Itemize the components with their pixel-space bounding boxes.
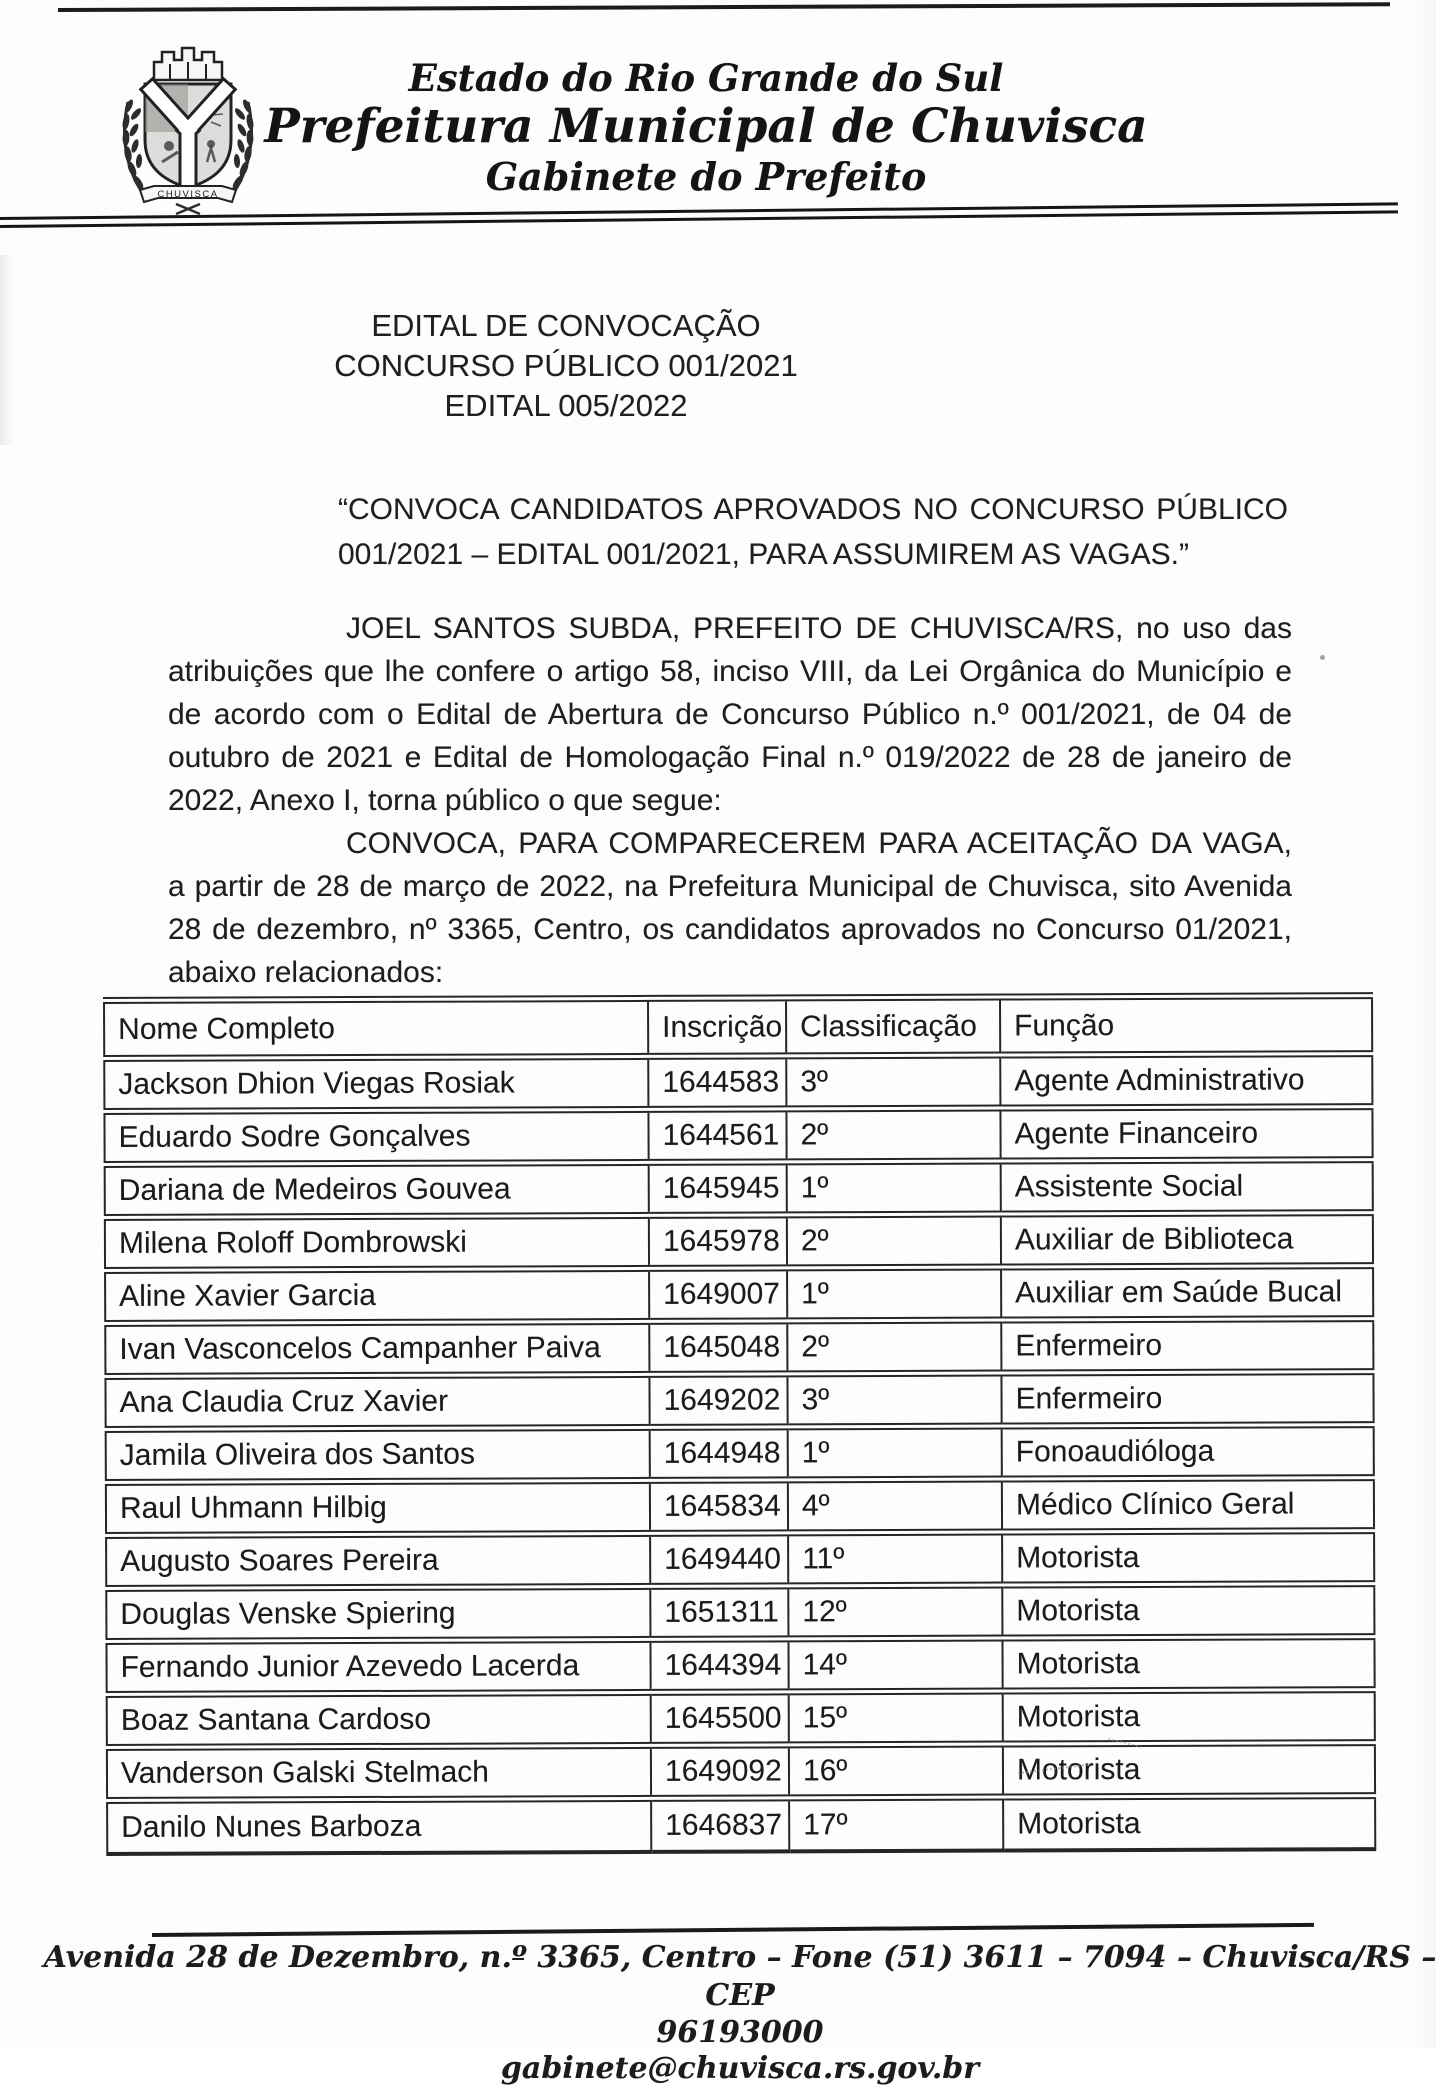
table-row (107, 1690, 1375, 1748)
cell-classificacao: 3º (787, 1373, 1001, 1427)
cell-nome-completo: Raul Uhmann Hilbig (106, 1480, 650, 1535)
cell-nome-completo: Milena Roloff Dombrowski (105, 1215, 649, 1270)
cell-classificacao: 2º (786, 1108, 1000, 1162)
cell-classificacao: 3º (786, 1055, 1000, 1109)
cell-nome-completo: Dariana de Medeiros Gouvea (105, 1162, 649, 1217)
cell-funcao: Motorista (1003, 1690, 1375, 1744)
table-row (106, 1637, 1374, 1695)
column-header-funcao: Função (1000, 996, 1372, 1055)
footer-email: gabinete@chuvisca.rs.gov.br (500, 2051, 980, 2086)
cell-classificacao: 14º (788, 1638, 1002, 1692)
cell-classificacao: 4º (788, 1479, 1002, 1533)
cell-classificacao: 16º (789, 1744, 1003, 1798)
cell-nome-completo: Augusto Soares Pereira (106, 1533, 650, 1588)
cell-inscricao: 1649092 (651, 1745, 789, 1799)
body-paragraph-1: JOEL SANTOS SUBDA, PREFEITO DE CHUVISCA/RS, no uso das atribuições que lhe confere o artigo 58, inciso VIII, da Lei Orgânica do Município e de acordo com o Edital de Abertura de Concurso Público n.º 001/2021, de 04 de outubro de 2021 e Edital de Homologação Final n.º 019/2022 de 28 de janeiro de 2022, Anexo I, torna público o que segue: (168, 612, 1292, 817)
table-row (105, 1160, 1373, 1218)
cell-inscricao: 1645945 (649, 1162, 787, 1216)
column-header-classificacao: Classificação (786, 997, 1000, 1056)
table-row (105, 1266, 1373, 1324)
table-row (105, 1213, 1373, 1271)
table-row (104, 1107, 1372, 1165)
column-header-inscricao: Inscrição (648, 998, 786, 1057)
table-header-row (104, 996, 1372, 1059)
cell-inscricao: 1645048 (649, 1321, 787, 1375)
footer (30, 1939, 1450, 2087)
convocation-table-head (104, 996, 1372, 1059)
cell-funcao: Motorista (1002, 1584, 1374, 1638)
body-paragraph-2: CONVOCA, PARA COMPARECEREM PARA ACEITAÇÃO DA VAGA, a partir de 28 de março de 2022, na Prefeitura Municipal de Chuvisca, sito Avenida 28 de dezembro, nº 3365, Centro, os candidatos aprovados no Concurso 01/2021, abaixo relacionados: (168, 827, 1292, 989)
cell-classificacao: 2º (787, 1320, 1001, 1374)
cell-inscricao: 1645500 (651, 1692, 789, 1746)
cell-nome-completo: Vanderson Galski Stelmach (107, 1745, 651, 1800)
cell-funcao: Fonoaudióloga (1002, 1425, 1374, 1479)
document-title (0, 306, 1132, 426)
cell-funcao: Auxiliar de Biblioteca (1001, 1213, 1373, 1267)
cell-nome-completo: Jackson Dhion Viegas Rosiak (104, 1056, 648, 1111)
cell-funcao: Auxiliar em Saúde Bucal (1001, 1266, 1373, 1320)
cell-nome-completo: Ana Claudia Cruz Xavier (105, 1374, 649, 1429)
cell-nome-completo: Boaz Santana Cardoso (107, 1692, 651, 1747)
convocation-quote: “CONVOCA CANDIDATOS APROVADOS NO CONCURSO PÚBLICO 001/2021 – EDITAL 001/2021, PARA ASSUMIREM AS VAGAS.” (338, 493, 1288, 571)
cell-nome-completo: Jamila Oliveira dos Santos (106, 1427, 650, 1482)
cell-inscricao: 1649202 (649, 1374, 787, 1428)
table-row (107, 1743, 1375, 1801)
cell-funcao: Assistente Social (1001, 1160, 1373, 1214)
letterhead-municipality: Prefeitura Municipal de Chuvisca (264, 99, 1148, 154)
cell-funcao: Motorista (1002, 1637, 1374, 1691)
cell-inscricao: 1644583 (648, 1056, 786, 1110)
table-row (106, 1584, 1374, 1642)
cell-inscricao: 1644394 (650, 1639, 788, 1693)
title-line-numero: EDITAL 005/2022 (444, 388, 688, 423)
convocation-table-body (104, 1054, 1375, 1854)
scan-speck (1320, 655, 1325, 660)
scan-top-edge-line (58, 2, 1390, 12)
table-row (107, 1796, 1375, 1854)
cell-funcao: Enfermeiro (1001, 1372, 1373, 1426)
cell-funcao: Agente Administrativo (1000, 1054, 1372, 1108)
cell-funcao: Motorista (1003, 1796, 1375, 1850)
cell-inscricao: 1651311 (650, 1586, 788, 1640)
cell-inscricao: 1645978 (649, 1215, 787, 1269)
cell-classificacao: 15º (789, 1691, 1003, 1745)
table-row (105, 1319, 1373, 1377)
table-row (106, 1531, 1374, 1589)
convocation-table (103, 992, 1376, 1855)
title-line-edital: EDITAL DE CONVOCAÇÃO (371, 308, 761, 343)
cell-classificacao: 17º (789, 1797, 1003, 1851)
letterhead (0, 56, 1412, 200)
title-line-concurso: CONCURSO PÚBLICO 001/2021 (334, 348, 798, 383)
table-row (104, 1054, 1372, 1112)
letterhead-department: Gabinete do Prefeito (485, 154, 927, 199)
cell-inscricao: 1646837 (651, 1798, 789, 1852)
cell-funcao: Motorista (1003, 1743, 1375, 1797)
scan-shadow-right (1410, 0, 1436, 2048)
cell-inscricao: 1644948 (650, 1427, 788, 1481)
cell-inscricao: 1644561 (648, 1109, 786, 1163)
cell-nome-completo: Douglas Venske Spiering (106, 1586, 650, 1641)
cell-funcao: Agente Financeiro (1000, 1107, 1372, 1161)
cell-funcao: Enfermeiro (1001, 1319, 1373, 1373)
table-row (106, 1425, 1374, 1483)
cell-inscricao: 1645834 (650, 1480, 788, 1534)
cell-classificacao: 1º (788, 1426, 1002, 1480)
cell-classificacao: 1º (787, 1161, 1001, 1215)
table-row (105, 1372, 1373, 1430)
cell-inscricao: 1649440 (650, 1533, 788, 1587)
cell-nome-completo: Fernando Junior Azevedo Lacerda (106, 1639, 650, 1694)
cell-classificacao: 2º (787, 1214, 1001, 1268)
cell-nome-completo: Ivan Vasconcelos Campanher Paiva (105, 1321, 649, 1376)
column-header-nome-completo: Nome Completo (104, 998, 648, 1058)
cell-classificacao: 1º (787, 1267, 1001, 1321)
cell-inscricao: 1649007 (649, 1268, 787, 1322)
cell-funcao: Médico Clínico Geral (1002, 1478, 1374, 1532)
crest-banner-text: CHUVISCA (157, 189, 219, 200)
cell-classificacao: 12º (788, 1585, 1002, 1639)
document-body (168, 607, 1292, 994)
table-row (106, 1478, 1374, 1536)
cell-nome-completo: Aline Xavier Garcia (105, 1268, 649, 1323)
cell-nome-completo: Danilo Nunes Barboza (107, 1798, 651, 1853)
footer-address: Avenida 28 de Dezembro, n.º 3365, Centro – Fone (51) 3611 – 7094 – Chuvisca/RS – CEP (43, 1940, 1437, 2013)
letterhead-state: Estado do Rio Grande do Sul (408, 56, 1004, 100)
cell-funcao: Motorista (1002, 1531, 1374, 1585)
cell-nome-completo: Eduardo Sodre Gonçalves (104, 1109, 648, 1164)
footer-cep: 96193000 (656, 2015, 824, 2050)
cell-classificacao: 11º (788, 1532, 1002, 1586)
footer-rule (152, 1923, 1314, 1937)
